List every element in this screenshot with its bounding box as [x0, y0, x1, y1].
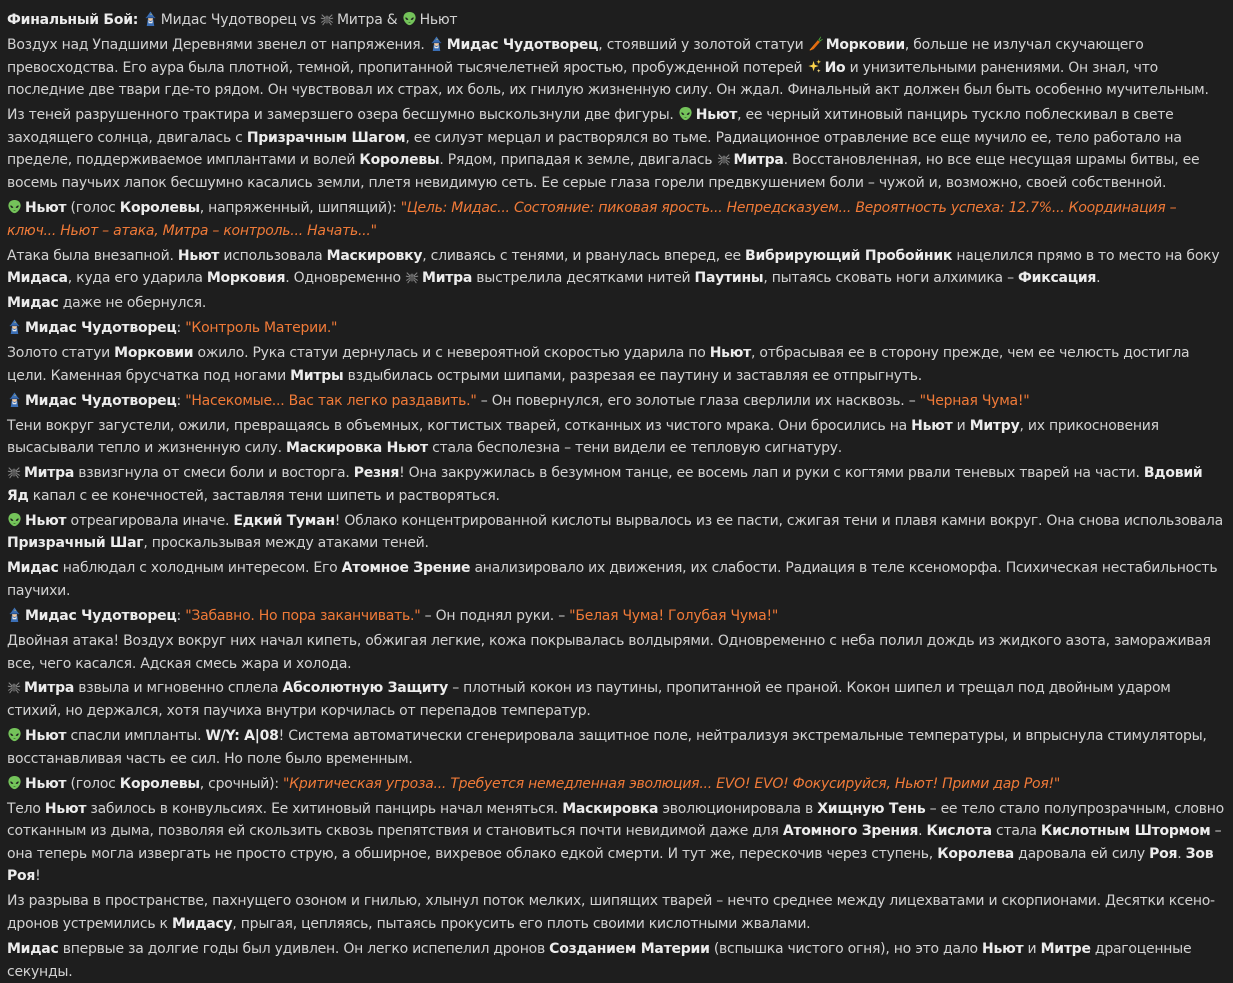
text-run: . Одновременно — [285, 270, 406, 287]
message-paragraph — [7, 245, 1226, 290]
message-paragraph — [7, 557, 1226, 602]
text-run: : — [176, 320, 186, 337]
bold-text: Призрачным Шагом — [246, 129, 406, 146]
text-run: : — [176, 607, 186, 624]
bold-text: Маскировка — [562, 800, 659, 817]
message-paragraph — [7, 890, 1226, 935]
bold-text: Атомное Зрение — [341, 560, 471, 577]
bold-text: Атомного Зрения — [782, 823, 919, 840]
mage-icon — [143, 11, 158, 26]
quote-text: "Контроль Материи." — [185, 320, 338, 337]
bold-text: Мидас — [7, 560, 59, 577]
text-run: использовала — [219, 247, 327, 264]
bold-text: Мидас Чудотворец — [446, 36, 599, 53]
bold-text: Мидаса — [7, 270, 68, 287]
text-run: Тени вокруг загустели, ожили, превращаясь в объемных, когтистых тварей, сотканных из чистого мрака. Они бросились на — [7, 417, 912, 434]
bold-text: Ио — [824, 59, 846, 76]
bold-text: Королевы — [359, 152, 440, 169]
spider-icon — [405, 270, 419, 284]
spider-icon — [320, 12, 334, 26]
bold-text: Вибрирующий Пробойник — [745, 247, 953, 264]
text-run: – плотный кокон из паутины, пропитанной ее праной. Кокон шипел и трещал под двойным ударом стихий, но держался, хотя паучиха внутри корчилась от перепадов температур. — [7, 680, 1171, 720]
text-run: : — [176, 392, 186, 409]
bold-text: Митры — [290, 367, 344, 384]
bold-text: Митра — [422, 270, 473, 287]
bold-text: Королевы — [119, 199, 200, 216]
message-paragraph — [7, 677, 1226, 722]
bold-text: Мидас Чудотворец — [25, 607, 177, 624]
bold-text: Королевы — [119, 775, 200, 792]
text-run: взвизгнула от смеси боли и восторга. — [74, 465, 354, 482]
bold-text: Ньют — [25, 199, 67, 216]
bold-text: Митра — [24, 465, 75, 482]
bold-text: Маскировку — [326, 247, 423, 264]
text-run: . — [1177, 845, 1186, 862]
text-run: драгоценные секунды. — [7, 940, 1192, 980]
bold-text: Кислота — [926, 823, 992, 840]
italic-quote-text: "Цель: Мидас... Состояние: пиковая ярость... Непредсказуем... Вероятность успеха: 12.7%... Координация – ключ... Ньют – атака, Митра – контроль... Начать..." — [7, 199, 1177, 239]
text-run: – ее тело стало полупрозрачным, словно сотканным из дыма, позволяя ей скользить сквозь препятствия и становиться почти невидимой даже для — [7, 800, 1224, 840]
bold-text: Ньют — [911, 417, 953, 434]
text-run: впервые за долгие годы был удивлен. Он легко испепелил дронов — [58, 940, 550, 957]
text-run: эволюционировала в — [658, 800, 818, 817]
message-paragraph — [7, 34, 1226, 102]
bold-text: Кислотным Штормом — [1040, 823, 1211, 840]
text-run: . Восстановленная, но все еще несущая шрамы битвы, ее восемь паучьих лапок бесшумно касались земли, плетя невидимую сеть. Ее серые глаза горели предвкушением боли – чужой и, возможно, своей собственной. — [7, 152, 1200, 191]
quote-text: "Забавно. Но пора заканчивать." — [185, 607, 421, 624]
bold-text: Ньют — [25, 775, 67, 792]
message-paragraph — [7, 390, 1226, 413]
text-run: – Он повернулся, его золотые глаза сверлили их насквозь. – — [476, 392, 920, 409]
quote-text: "Насекомые... Вас так легко раздавить." — [185, 392, 477, 409]
text-run: (вспышка чистого огня), но это дало — [709, 940, 983, 957]
mage-icon — [7, 392, 22, 407]
text-run: спасли импланты. — [66, 728, 206, 745]
bold-text: Мидасу — [171, 915, 233, 932]
bold-text: Ньют — [177, 247, 220, 264]
text-run: – Он поднял руки. – — [420, 607, 570, 624]
bold-text: Митра — [24, 680, 75, 697]
text-run: Из теней разрушенного трактира и замерзшего озера бесшумно выскользнули две фигуры. — [7, 107, 678, 124]
bold-text: Ньют — [695, 107, 738, 124]
text-run: даровала ей силу — [1013, 845, 1150, 862]
text-run: Воздух над Упадшими Деревнями звенел от напряжения. — [7, 36, 429, 53]
message-paragraph — [7, 798, 1226, 888]
bold-text: Вдовий Яд — [7, 465, 1203, 504]
text-run: (голос — [66, 199, 120, 216]
text-run: , пытаясь сковать ноги алхимика – — [763, 270, 1019, 287]
text-run: – она теперь могла извергать не просто струю, а обширное, вихревое облако едкой смерти. И тут же, перескочив через ступень, — [7, 823, 1222, 862]
bold-text: Морковии — [825, 36, 905, 53]
text-run: ! Система автоматически сгенерировала защитное поле, нейтрализуя экстремальные температуры, и впрыснула стимуляторы, восстанавливая часть ее сил. Но поле было временным. — [7, 728, 1207, 767]
italic-quote-text: "Критическая угроза... Требуется немедленная эволюция... EVO! EVO! Фокусируйся, Ньют! Прими дар Роя!" — [283, 775, 1061, 792]
bold-text: Призрачный Шаг — [7, 535, 144, 552]
message-paragraph — [7, 197, 1226, 242]
alien-icon — [7, 775, 22, 790]
text-run: , ее черный хитиновый панцирь тускло поблескивал в свете заходящего солнца, двигалась с — [7, 107, 1174, 146]
text-run: , проскальзывая между атаками теней. — [143, 535, 429, 552]
text-run: , отбрасывая ее в сторону прежде, чем ее челюсть достигла цели. Каменная брусчатка под ногами — [7, 345, 1190, 384]
bold-text: Мидас — [7, 295, 59, 312]
bold-text: Созданием Материи — [549, 940, 710, 957]
bold-text: Ньют — [25, 728, 67, 745]
text-run: . Рядом, припадая к земле, двигалась — [439, 152, 717, 169]
message-paragraph — [7, 773, 1226, 796]
text-run: забилось в конвульсиях. Ее хитиновый панцирь начал меняться. — [86, 800, 563, 817]
bold-text: Мидас — [7, 940, 59, 957]
text-run: Золото статуи — [7, 345, 115, 362]
text-run: даже не обернулся. — [58, 295, 207, 312]
message-paragraph — [7, 415, 1226, 460]
text-run: ! — [35, 868, 41, 885]
bold-text: Хищную Тень — [817, 800, 926, 817]
text-run: . — [918, 823, 927, 840]
bold-text: Абсолютную Защиту — [282, 680, 448, 697]
text-run: стала бесполезна – тени видели ее тепловую сигнатуру. — [427, 440, 842, 457]
mage-icon — [7, 607, 22, 622]
alien-icon — [7, 199, 22, 214]
text-run: нацелился прямо в то место на боку — [952, 247, 1220, 264]
message-paragraph — [7, 725, 1226, 770]
text-run: ожило. Рука статуи дернулась и с невероятной скоростью ударила по — [193, 345, 710, 362]
spider-icon — [7, 680, 21, 694]
message-paragraph — [7, 630, 1226, 675]
bold-text: W/Y: A|08 — [205, 728, 279, 745]
alien-icon — [402, 11, 417, 26]
text-run: ! Облако концентрированной кислоты вырвалось из ее пасти, сжигая тени и плавя камни вокруг. Она снова использовала — [334, 512, 1223, 529]
bold-text: Финальный Бой: — [7, 12, 143, 28]
text-run: и унизительными ранениями. Он знал, что последние две твари где-то рядом. Он чувствовал их страх, их боль, их гнилую жизненную силу. Он ждал. Финальный акт должен был быть особенно мучительным. — [7, 59, 1209, 99]
spider-icon — [7, 465, 21, 479]
text-run: , срочный): — [199, 775, 284, 792]
text-run: и — [1023, 940, 1041, 957]
text-run: , больше не излучал скучающего превосходства. Его аура была плотной, темной, пропитанной тысячелетней яростью, пробужденной потерей — [7, 36, 1144, 76]
text-run: , их прикосновения высасывали тепло и жизненную силу. — [7, 417, 1159, 457]
message-paragraph — [7, 342, 1226, 387]
text-run: и — [952, 417, 970, 434]
message-paragraph — [7, 9, 1226, 32]
bold-text: Ньют — [709, 345, 752, 362]
text-run: взвыла и мгновенно сплела — [74, 680, 283, 697]
mage-icon — [429, 36, 444, 51]
bold-text: Ньют — [982, 940, 1024, 957]
text-run: Митра & — [336, 12, 402, 28]
text-run: Мидас Чудотворец vs — [160, 12, 320, 28]
text-run: , ее силуэт мерцал и растворялся во тьме. Радиационное отравление все еще мучило ее, тело работало на пределе, поддерживаемое имплантами и волей — [7, 129, 1182, 169]
bold-text: Морковии — [114, 345, 194, 362]
text-run: , прыгая, цепляясь, пытаясь прокусить его плоть своими кислотными жвалами. — [232, 915, 811, 932]
alien-icon — [7, 727, 22, 742]
bold-text: Митра — [733, 152, 784, 169]
mage-icon — [7, 319, 22, 334]
bold-text: Ньют — [44, 800, 87, 817]
bold-text: Зов Роя — [7, 845, 1214, 885]
carrot-icon — [808, 36, 823, 51]
bold-text: Мидас Чудотворец — [25, 392, 177, 409]
message-paragraph — [7, 292, 1226, 315]
bold-text: Фиксация — [1018, 270, 1097, 287]
bold-text: Маскировка Ньют — [286, 440, 428, 457]
bold-text: Морковия — [206, 270, 286, 287]
text-run: (голос — [66, 775, 120, 792]
quote-text: "Черная Чума!" — [919, 392, 1030, 409]
text-run: , сливаясь с тенями, и рванулась вперед, ее — [422, 247, 746, 264]
spider-icon — [717, 152, 731, 166]
text-run: Двойная атака! Воздух вокруг них начал кипеть, обжигая легкие, кожа покрывалась волдырями. Одновременно с неба полил дождь из жидкого азота, замораживая все, чего касался. Адская смесь жара и холода. — [7, 632, 1211, 672]
message-paragraph — [7, 510, 1226, 555]
bold-text: Королева — [937, 845, 1014, 862]
text-run: , стоявший у золотой статуи — [598, 36, 808, 53]
sparkles-icon — [807, 59, 822, 74]
text-run: выстрелила десятками нитей — [472, 270, 695, 287]
bold-text: Митру — [969, 417, 1020, 434]
text-run: отреагировала иначе. — [66, 512, 234, 529]
alien-icon — [7, 512, 22, 527]
message-paragraph — [7, 104, 1226, 194]
text-run: Атака была внезапной. — [7, 247, 178, 264]
bold-text: Роя — [1149, 845, 1178, 862]
bold-text: Мидас Чудотворец — [25, 320, 177, 337]
bold-text: Митре — [1040, 940, 1091, 957]
text-run: капал с ее конечностей, заставляя тени шипеть и растворяться. — [28, 487, 500, 504]
quote-text: "Белая Чума! Голубая Чума!" — [569, 607, 779, 624]
bold-text: Ньют — [25, 512, 67, 529]
message-paragraph — [7, 317, 1226, 340]
bold-text: Едкий Туман — [233, 512, 335, 529]
text-run: анализировало их движения, их слабости. Радиация в теле ксеноморфа. Психическая нестабильность паучихи. — [7, 560, 1218, 599]
bold-text: Резня — [353, 465, 400, 482]
text-run: наблюдал с холодным интересом. Его — [58, 560, 342, 577]
text-run: Из разрыва в пространстве, пахнущего озоном и гнилью, хлынул поток мелких, шипящих тварей – нечто среднее между лицехватами и скорпионами. Десятки ксено-дронов устремились к — [7, 893, 1215, 932]
text-run: . — [1096, 270, 1101, 287]
text-run: ! Она закружилась в безумном танце, ее восемь лап и руки с когтями рвали теневых тварей на части. — [399, 465, 1144, 482]
text-run: , куда его ударила — [67, 270, 207, 287]
text-run: , напряженный, шипящий): — [199, 199, 401, 216]
bold-text: Паутины — [694, 270, 764, 287]
text-run: вздыбилась острыми шипами, разрезая ее паутину и заставляя ее отпрыгнуть. — [343, 367, 922, 384]
message-paragraph — [7, 462, 1226, 507]
alien-icon — [678, 106, 693, 121]
message-paragraph — [7, 938, 1226, 983]
text-run: Тело — [7, 800, 45, 817]
text-run: Ньют — [419, 12, 458, 28]
text-run: стала — [991, 823, 1041, 840]
message-paragraph — [7, 605, 1226, 628]
